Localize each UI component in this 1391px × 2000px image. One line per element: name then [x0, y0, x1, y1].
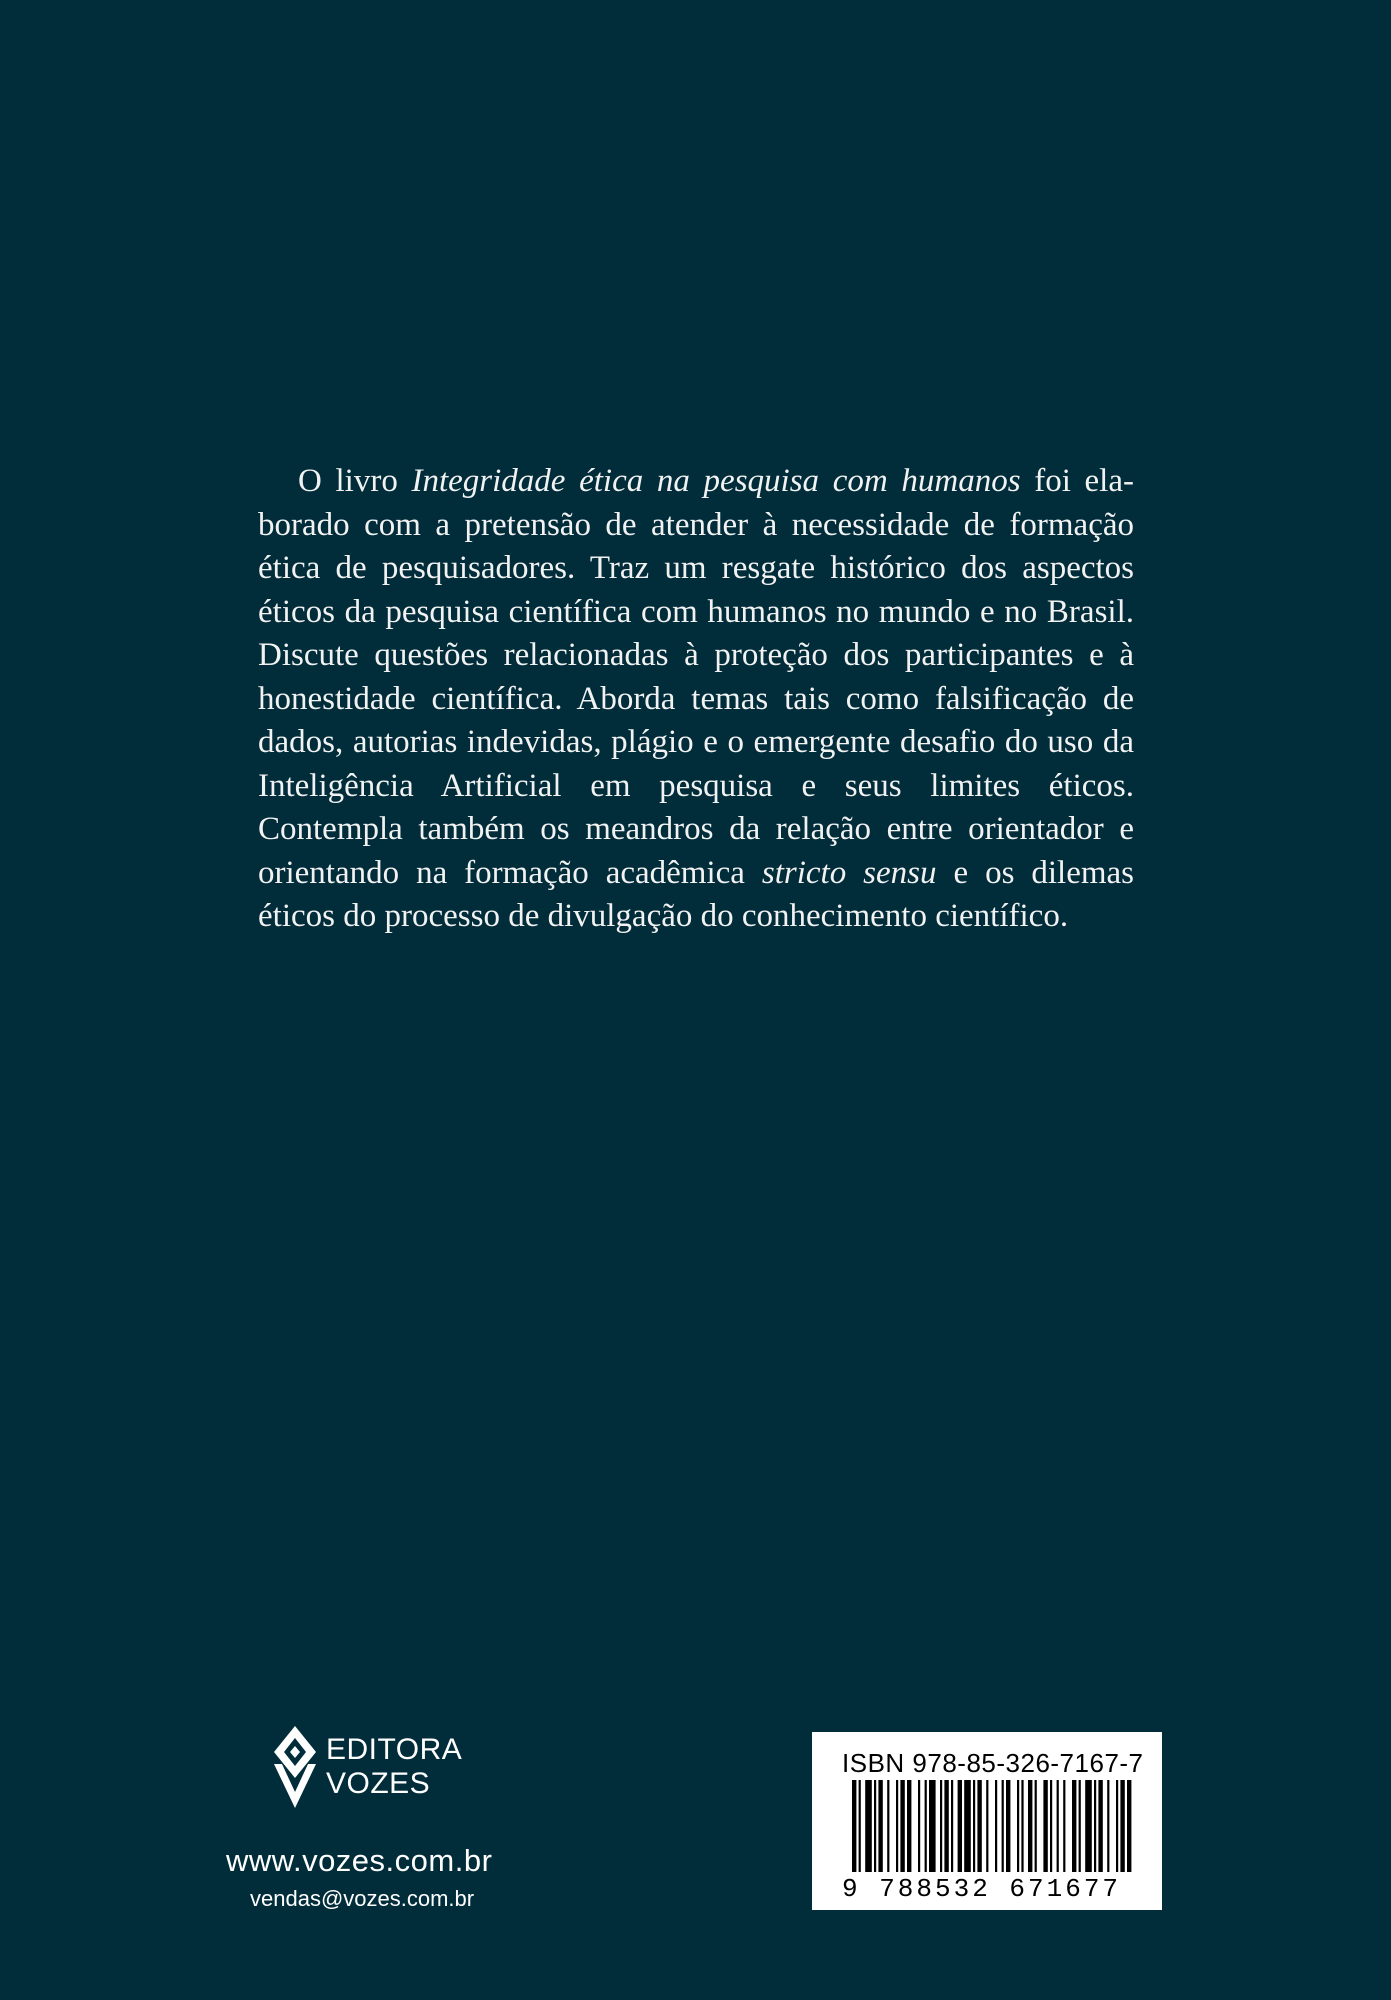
publisher-name [326, 1733, 462, 1801]
publisher-name-line-1: EDITORA [326, 1733, 463, 1766]
barcode-bars [852, 1780, 1142, 1872]
stricto-sensu-term: stricto sensu [761, 854, 937, 891]
back-cover-blurb [258, 460, 1134, 939]
barcode-digits: 9 788532 671677 [842, 1874, 1122, 1904]
book-title: Integridade ética na pesquisa com humanos [411, 463, 1021, 499]
blurb-intro: O livro [298, 463, 412, 499]
isbn-label: ISBN 978-85-326-7167-7 [842, 1748, 1144, 1778]
blurb-part-1: foi elaborado com a pretensão de atender à necessidade de formação ética de pesquisadores. Traz um resgate histórico dos aspectos éticos da pesquisa científica com humanos no mundo e no Brasil. Discute questões relacionadas à proteção dos participantes e à honestidade científica. Aborda temas tais como falsificação de dados, autorias indevidas, plágio e o emergente desafio do uso da Inteligência Artificial em pesquisa e seus limites éticos. Contempla também os meandros da relação entre orientador e orientando na formação acadêmica [258, 463, 1134, 891]
vozes-logo-icon [272, 1724, 318, 1810]
barcode-box [812, 1732, 1162, 1910]
publisher-logo [272, 1724, 462, 1810]
publisher-email: vendas@vozes.com.br [250, 1886, 475, 1911]
blurb-part-2: e os dilemas éticos do processo de divulgação do conhecimento científico. [258, 854, 1134, 934]
publisher-name-line-2: VOZES [326, 1767, 431, 1800]
publisher-website: www.vozes.com.br [226, 1843, 493, 1878]
